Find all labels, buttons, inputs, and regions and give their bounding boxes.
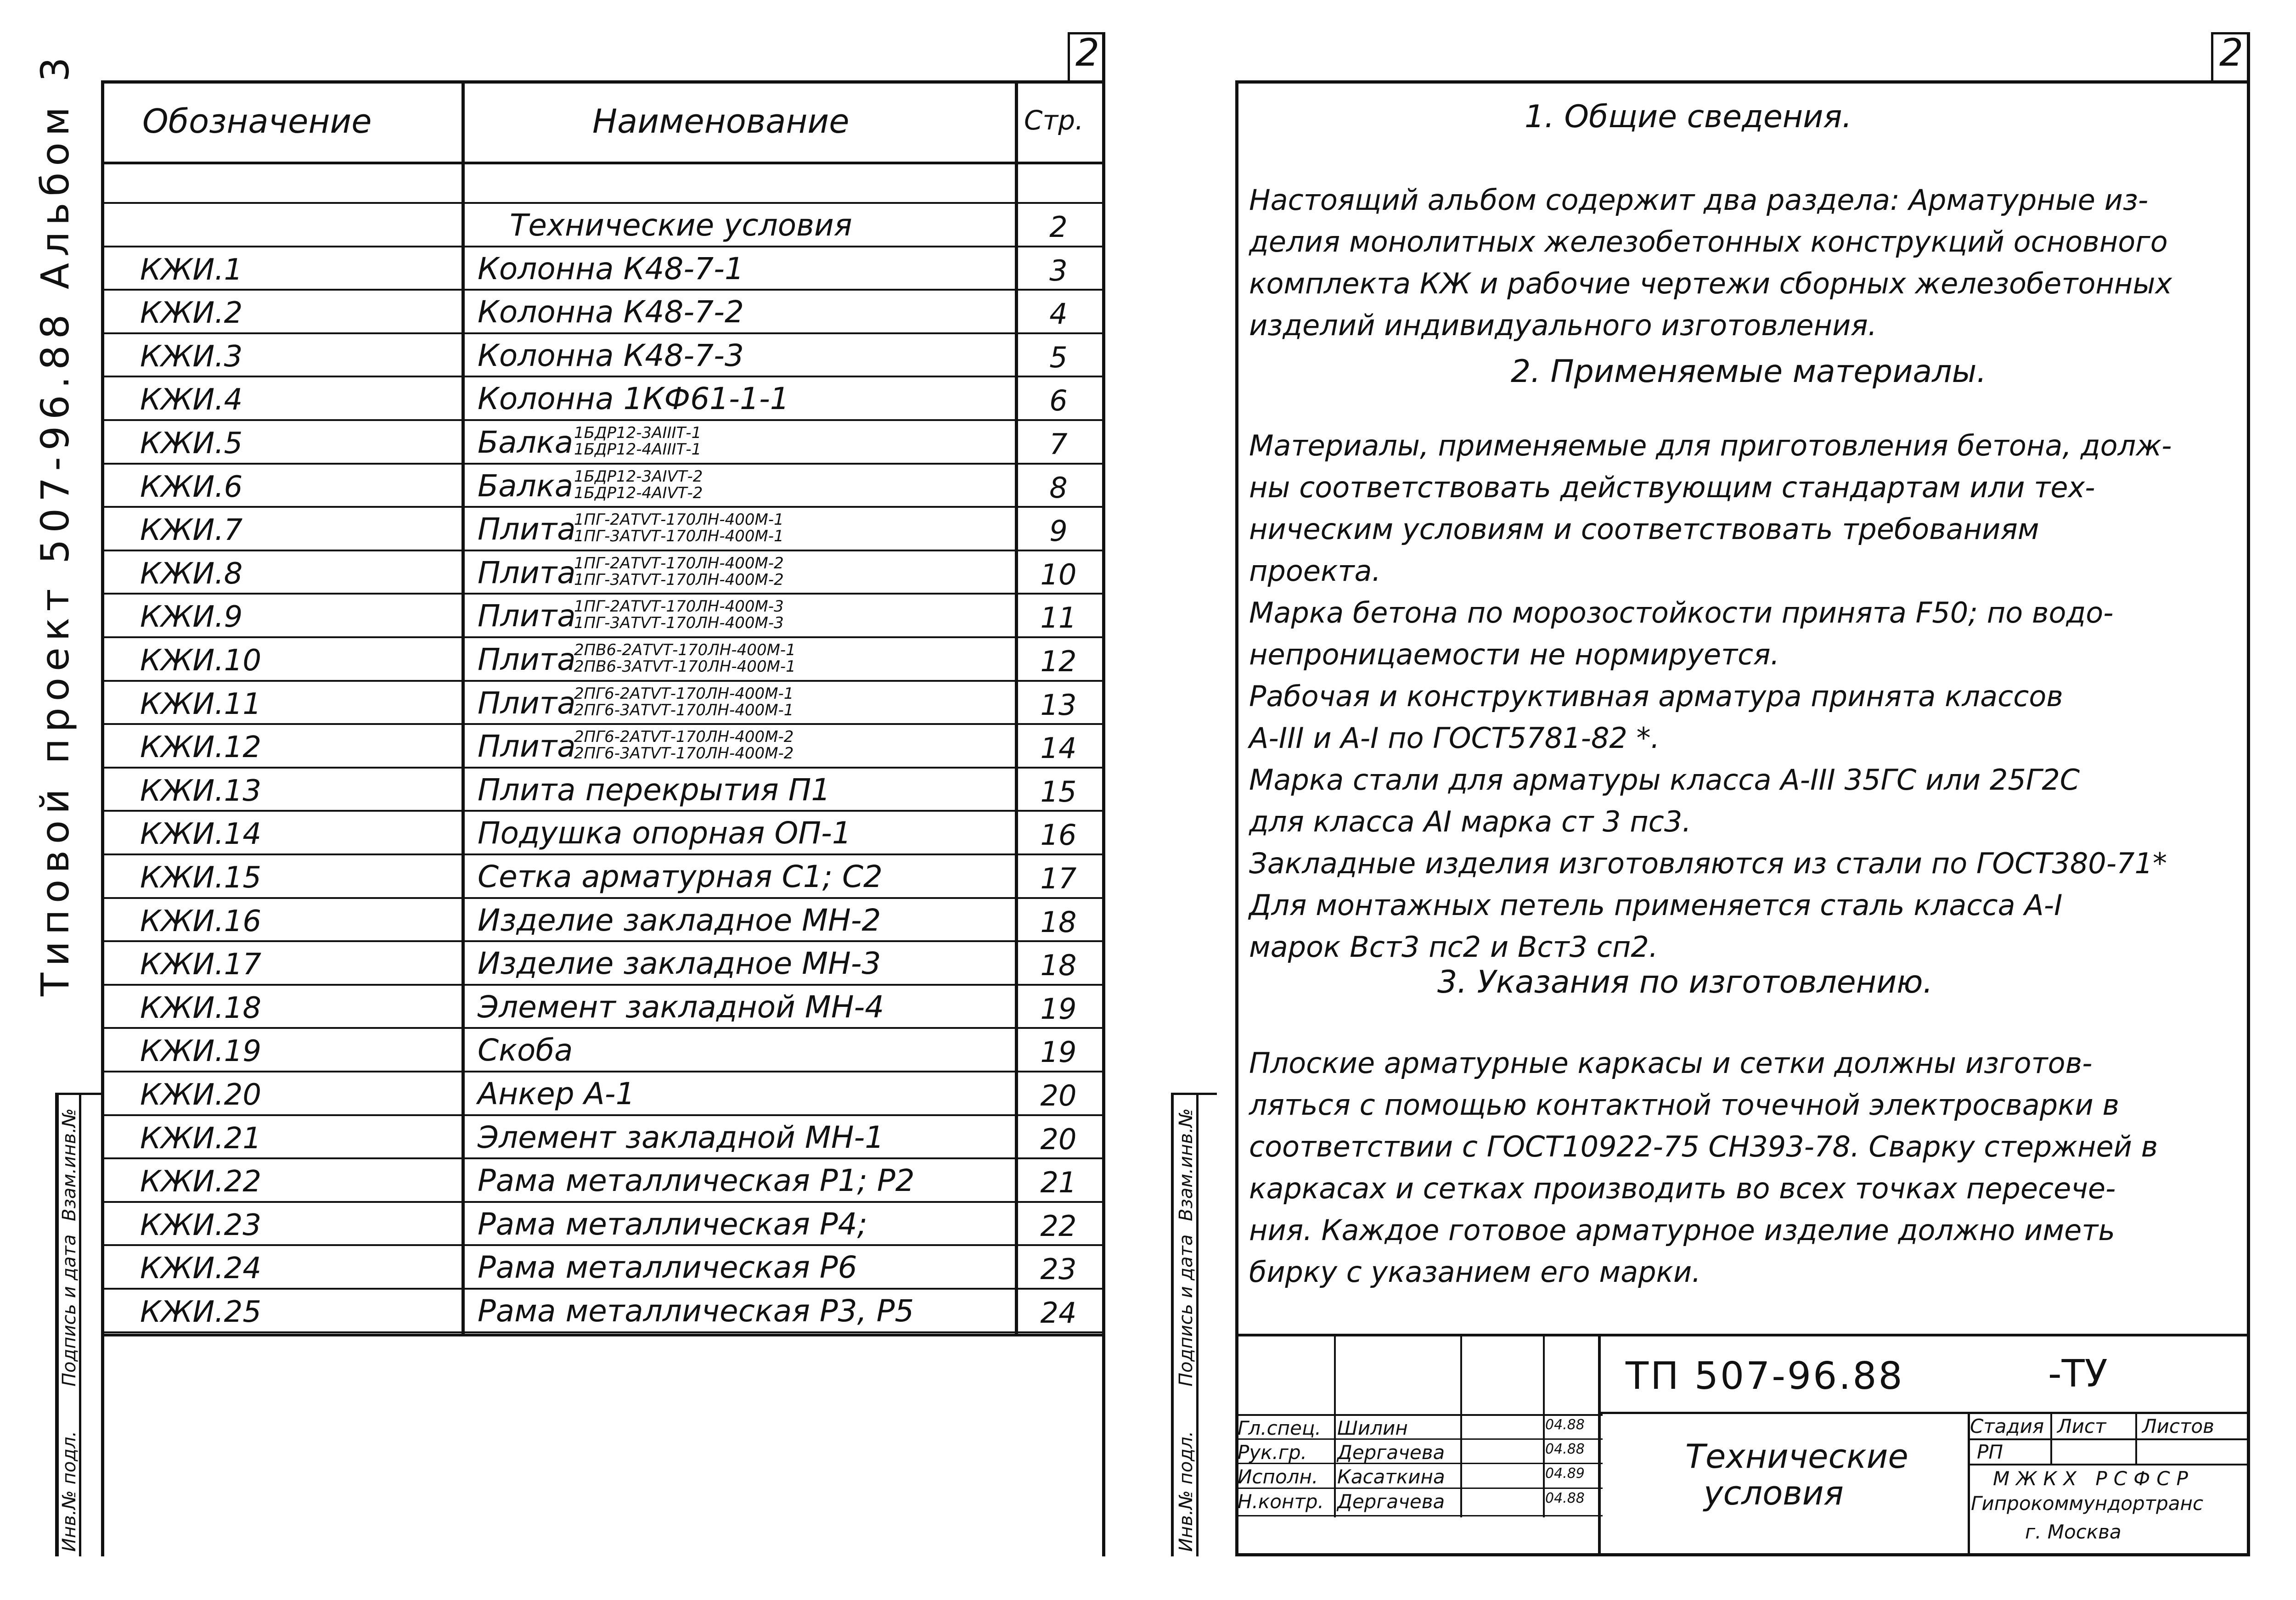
row-page: 5	[1049, 340, 1068, 374]
text-line: проекта.	[1249, 554, 1381, 588]
table-row-line	[101, 1331, 1104, 1333]
right-margin-label-signature: Подпись и дата	[1176, 1234, 1197, 1387]
table-row-line	[101, 1157, 1104, 1159]
row-page: 12	[1040, 645, 1077, 678]
table-row-line	[101, 853, 1104, 855]
album-spine-text: Типовой проект 507-96.88 Альбом 3	[33, 51, 78, 996]
row-code: КЖИ.8	[140, 556, 243, 591]
table-row-line	[101, 723, 1104, 725]
right-margin-label-inv: Инв.№ подл.	[1176, 1431, 1197, 1552]
row-code: КЖИ.15	[140, 861, 262, 895]
table-row-line	[101, 506, 1104, 508]
row-page: 20	[1040, 1122, 1077, 1156]
row-code: КЖИ.17	[140, 948, 262, 982]
margin-label-signature: Подпись и дата	[59, 1234, 80, 1387]
row-page: 17	[1040, 862, 1077, 895]
table-row-line	[101, 940, 1104, 942]
text-line: соответствии с ГОСТ10922-75 СН393-78. Сварку стержней в	[1249, 1130, 2158, 1163]
row-page: 2	[1049, 210, 1068, 244]
row-page: 4	[1049, 297, 1068, 331]
row-page: 22	[1040, 1209, 1077, 1243]
row-name: Изделие закладное МН-2	[478, 902, 881, 938]
row-code: КЖИ.20	[140, 1078, 262, 1112]
table-row-line	[101, 984, 1104, 986]
row-name: Рама металлическая Р1; Р2	[478, 1163, 915, 1199]
row-code: КЖИ.11	[140, 687, 262, 721]
row-name: Плита перекрытия П1	[478, 772, 831, 808]
row-page: 3	[1049, 253, 1068, 287]
row-page: 10	[1040, 557, 1077, 591]
table-row-line	[101, 419, 1104, 421]
row-page: 18	[1040, 949, 1077, 982]
section1-title: 1. Общие сведения.	[1525, 99, 1852, 135]
row-name: Плита	[478, 598, 576, 634]
row-page: 19	[1040, 1035, 1077, 1069]
margin-label-replace: Взам.инв.№	[59, 1108, 80, 1221]
row-subcode: 2ПГ6-3AТVТ-170ЛН-400М-1	[574, 701, 794, 719]
doc-suffix: -ТУ	[2048, 1352, 2108, 1396]
row-name: Плита	[478, 555, 576, 590]
signer-role: Гл.спец.	[1238, 1417, 1321, 1439]
row-name: Рама металлическая Р4;	[478, 1206, 867, 1242]
row-page: 24	[1040, 1296, 1077, 1330]
row-subcodes	[574, 598, 784, 631]
doc-code: ТП 507-96.88	[1626, 1354, 1904, 1398]
row-code: КЖИ.13	[140, 774, 262, 808]
row-subcode: 1ПГ-2AТVТ-170ЛН-400М-1	[574, 511, 784, 529]
signer-date: 04.88	[1545, 1490, 1585, 1506]
row-code: КЖИ.2	[140, 296, 243, 331]
row-name: Колонна 1КФ61-1-1	[478, 381, 789, 417]
row-code: КЖИ.5	[140, 427, 243, 460]
row-subcode: 1ПГ-2AТVТ-170ЛН-400М-2	[574, 554, 784, 573]
text-line: для класса АI марка ст 3 пс3.	[1249, 805, 1691, 838]
row-code: КЖИ.7	[140, 513, 243, 548]
text-line: марок Вст3 пс2 и Вст3 сп2.	[1249, 930, 1658, 964]
row-name: Балка	[478, 425, 574, 460]
text-line: непроницаемости не нормируется.	[1249, 638, 1780, 671]
text-line: Настоящий альбом содержит два раздела: Арматурные из-	[1249, 183, 2149, 217]
row-page: 8	[1049, 471, 1068, 505]
row-name: Колонна К48-7-1	[478, 251, 744, 286]
row-name: Элемент закладной МН-1	[478, 1119, 884, 1155]
table-row-line	[101, 332, 1104, 334]
row-page: 13	[1040, 688, 1077, 722]
text-line: изделий индивидуального изготовления.	[1249, 309, 1877, 342]
left-page-number: 2	[1075, 31, 1100, 75]
row-subcode: 1БДР12-4AIIIТ-1	[574, 440, 702, 459]
row-code: КЖИ.1	[140, 253, 243, 287]
row-subcodes	[574, 555, 784, 588]
row-code: КЖИ.6	[140, 470, 243, 504]
text-line: Марка стали для арматуры класса А-III 35ГС или 25Г2С	[1249, 763, 2080, 797]
row-page: 19	[1040, 992, 1077, 1026]
text-line: Для монтажных петель применяется сталь класса А-I	[1249, 888, 2063, 922]
signer-role: Н.контр.	[1238, 1490, 1324, 1513]
title-line2: условия	[1704, 1474, 1844, 1512]
header-name: Наименование	[592, 102, 850, 140]
section3-text	[1249, 1042, 2255, 1293]
row-name: Колонна К48-7-3	[478, 337, 744, 373]
signer-name: Дергачева	[1337, 1490, 1445, 1513]
sheets-label: Листов	[2142, 1415, 2214, 1437]
text-line: А-III и А-I по ГОСТ5781-82 *.	[1249, 721, 1660, 755]
row-code: КЖИ.9	[140, 600, 243, 634]
row-name: Плита	[478, 642, 576, 677]
org-ministry: МЖКХ РСФСР	[1993, 1467, 2195, 1490]
table-row-line	[101, 810, 1104, 812]
header-page: Стр.	[1024, 105, 1084, 136]
row-name: Технические условия	[510, 208, 852, 243]
stage-label: Стадия	[1970, 1415, 2044, 1437]
row-subcode: 1ПГ-3AТVТ-170ЛН-400М-3	[574, 614, 784, 633]
row-name: Изделие закладное МН-3	[478, 946, 881, 982]
text-line: Рабочая и конструктивная арматура принята классов	[1249, 679, 2063, 713]
row-page: 18	[1040, 905, 1077, 939]
row-subcodes	[574, 511, 784, 545]
row-page: 11	[1040, 601, 1077, 635]
text-line: комплекта КЖ и рабочие чертежи сборных железобетонных	[1249, 267, 2172, 300]
section3-title: 3. Указания по изготовлению.	[1437, 964, 1933, 1000]
row-subcodes	[574, 685, 793, 719]
row-name: Подушка опорная ОП-1	[478, 815, 851, 851]
table-row-line	[101, 289, 1104, 291]
table-row-line	[101, 593, 1104, 595]
row-code: КЖИ.16	[140, 904, 262, 938]
table-row-line	[101, 1244, 1104, 1246]
text-line: ляться с помощью контактной точечной электросварки в	[1249, 1088, 2120, 1122]
row-name: Плита	[478, 729, 576, 764]
signer-name: Касаткина	[1337, 1465, 1445, 1488]
table-row-line	[101, 1027, 1104, 1029]
table-row-line	[101, 550, 1104, 551]
table-row-line	[101, 463, 1104, 465]
row-page: 6	[1049, 384, 1068, 418]
right-page-number: 2	[2219, 31, 2244, 75]
stage-value: РП	[1977, 1441, 2003, 1463]
section1-text	[1249, 179, 2255, 346]
row-code: КЖИ.14	[140, 817, 262, 852]
row-page: 14	[1040, 731, 1077, 765]
row-subcode: 1ПГ-3AТVТ-170ЛН-400М-1	[574, 527, 784, 546]
text-line: Плоские арматурные каркасы и сетки должны изготов-	[1249, 1046, 2093, 1080]
text-line: ны соответствовать действующим стандартам или тех-	[1249, 471, 2095, 504]
signer-date: 04.88	[1545, 1417, 1585, 1433]
text-line: бирку с указанием его марки.	[1249, 1255, 1701, 1289]
text-line: Материалы, применяемые для приготовления бетона, долж-	[1249, 429, 2172, 462]
signer-name: Дергачева	[1337, 1441, 1445, 1464]
row-name: Сетка арматурная С1; С2	[478, 859, 883, 894]
row-page: 23	[1040, 1252, 1077, 1286]
table-row-line	[101, 636, 1104, 638]
signer-name: Шилин	[1337, 1417, 1408, 1439]
row-name: Рама металлическая Р3, Р5	[478, 1293, 914, 1329]
title-line1: Технические	[1685, 1437, 1908, 1476]
row-subcode: 1БДР12-3AIIIТ-1	[574, 424, 702, 442]
section2-title: 2. Применяемые материалы.	[1511, 354, 1986, 390]
row-code: КЖИ.25	[140, 1295, 262, 1329]
table-row-line	[101, 767, 1104, 769]
row-name: Плита	[478, 685, 576, 721]
text-line: Марка бетона по морозостойкости принята F50; по водо-	[1249, 596, 2114, 629]
signer-role: Рук.гр.	[1238, 1441, 1307, 1464]
signer-role: Исполн.	[1238, 1465, 1318, 1488]
margin-label-inv: Инв.№ подл.	[59, 1431, 80, 1552]
table-row-line	[101, 1071, 1104, 1072]
text-line: делия монолитных железобетонных конструкций основного	[1249, 225, 2168, 258]
row-subcode: 2ПВ6-2AТVТ-170ЛН-400М-1	[574, 641, 796, 659]
row-name: Скоба	[478, 1033, 573, 1068]
row-subcode: 1БДР12-4AIVТ-2	[574, 483, 703, 502]
row-name: Элемент закладной МН-4	[478, 989, 884, 1025]
row-code: КЖИ.23	[140, 1208, 262, 1242]
row-code: КЖИ.3	[140, 339, 243, 374]
header-designation: Обозначение	[142, 102, 372, 140]
row-page: 21	[1040, 1166, 1077, 1200]
row-code: КЖИ.12	[140, 730, 262, 765]
section2-text	[1249, 425, 2255, 968]
table-row-line	[101, 897, 1104, 899]
row-page: 16	[1040, 818, 1077, 852]
row-name: Колонна К48-7-2	[478, 294, 744, 330]
row-name: Анкер А-1	[478, 1076, 635, 1112]
right-margin-label-replace: Взам.инв.№	[1176, 1108, 1197, 1221]
row-code: КЖИ.24	[140, 1252, 262, 1286]
row-subcode: 1ПГ-3AТVТ-170ЛН-400М-2	[574, 570, 784, 589]
text-line: каркасах и сетках производить во всех точках пересече-	[1249, 1172, 2116, 1205]
row-name: Балка	[478, 468, 574, 504]
text-line: ническим условиям и соответствовать требованиям	[1249, 512, 2039, 546]
row-page: 15	[1040, 775, 1077, 808]
row-subcodes	[574, 425, 701, 458]
row-page: 9	[1049, 514, 1068, 548]
org-institute: Гипрокоммундортранс	[1971, 1492, 2204, 1515]
signer-date: 04.88	[1545, 1441, 1585, 1457]
row-subcode: 2ПГ6-3AТVТ-170ЛН-400М-2	[574, 744, 794, 763]
table-row-line	[101, 1201, 1104, 1203]
row-subcode: 2ПГ6-2AТVТ-170ЛН-400М-1	[574, 684, 794, 703]
sheet-label: Лист	[2057, 1415, 2106, 1437]
row-name: Рама металлическая Р6	[478, 1250, 857, 1286]
text-line: Закладные изделия изготовляются из стали по ГОСТ380-71*	[1249, 847, 2167, 880]
row-code: КЖИ.18	[140, 991, 262, 1025]
row-subcodes	[574, 729, 793, 762]
row-code: КЖИ.22	[140, 1165, 262, 1199]
table-row-line	[101, 246, 1104, 247]
row-code: КЖИ.19	[140, 1034, 262, 1069]
row-name: Плита	[478, 511, 576, 547]
album-spine	[28, 41, 83, 996]
table-row-line	[101, 376, 1104, 377]
table-row-line	[101, 1114, 1104, 1116]
signer-date: 04.89	[1545, 1465, 1585, 1482]
org-city: г. Москва	[2025, 1521, 2122, 1543]
row-code: КЖИ.10	[140, 644, 262, 678]
row-code: КЖИ.4	[140, 383, 243, 417]
row-subcode: 1БДР12-3AIVТ-2	[574, 467, 703, 486]
row-page: 20	[1040, 1079, 1077, 1112]
text-line: ния. Каждое готовое арматурное изделие должно иметь	[1249, 1213, 2115, 1247]
row-subcode: 1ПГ-2AТVТ-170ЛН-400М-3	[574, 597, 784, 616]
row-subcodes	[574, 468, 703, 501]
table-row-line	[101, 680, 1104, 682]
row-code: КЖИ.21	[140, 1121, 262, 1156]
row-subcode: 2ПГ6-2AТVТ-170ЛН-400М-2	[574, 728, 794, 747]
table-row-line	[101, 1288, 1104, 1290]
row-subcode: 2ПВ6-3AТVТ-170ЛН-400М-1	[574, 657, 796, 676]
row-subcodes	[574, 642, 796, 675]
row-page: 7	[1049, 427, 1068, 461]
